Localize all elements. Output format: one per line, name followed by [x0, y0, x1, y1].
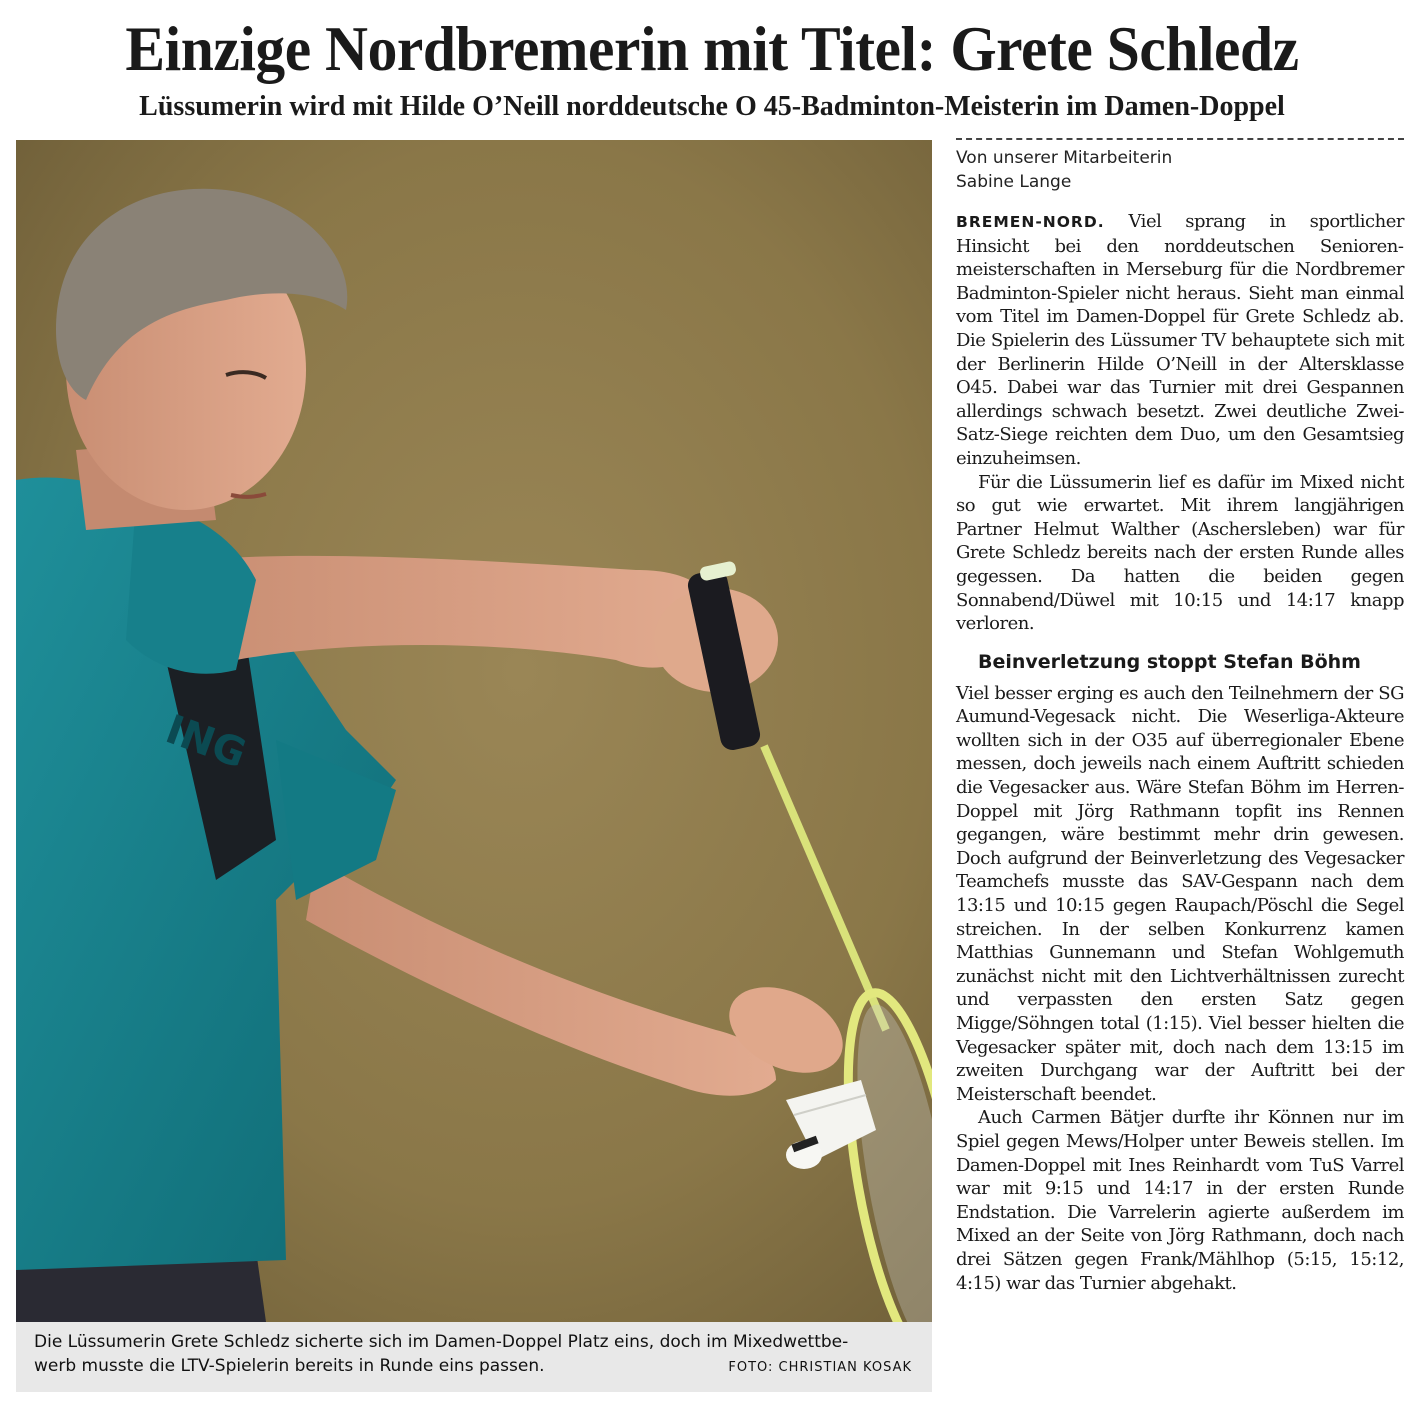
article-photo — [16, 140, 932, 1322]
subheadline: Lüssumerin wird mit Hilde O’Neill norddeutsche O 45-Badminton-Meisterin im Damen-Doppel — [139, 91, 1285, 122]
caption-line-2: werb musste die LTV-Spielerin bereits in Runde eins passen. — [34, 1356, 545, 1376]
dateline: BREMEN-NORD. — [956, 213, 1105, 231]
article-body — [956, 210, 1404, 1295]
article-subheading: Beinverletzung stoppt Stefan Böhm — [978, 650, 1361, 673]
shirt-lettering: ING — [159, 706, 252, 778]
paragraph-1-text: Viel sprang in sportlicher Hinsicht bei den norddeutschen Seniorenmeisterschaften in Merseburg für die Nordbremer Badminton-Spieler nicht heraus. Sieht man einmal vom Titel im Damen-Doppel für Grete Schledz ab. Die Spielerin des Lüssumer TV behauptete sich mit der Berlinerin Hilde O’Neill in der Altersklasse O45. Dabei war das Turnier mit drei Gespannen allerdings schwach besetzt. Zwei deutliche Zwei-Satz-Siege reichten dem Duo, um den Gesamtsieg einzuheimsen. — [956, 211, 1404, 469]
byline — [956, 146, 1404, 194]
photo-caption — [16, 1322, 932, 1392]
photo-illustration — [16, 140, 932, 1322]
byline-author: Sabine Lange — [956, 172, 1072, 192]
headline: Einzige Nordbremerin mit Titel: Grete Schledz — [125, 13, 1299, 84]
paragraph-1 — [956, 210, 1404, 471]
paragraph-3: Viel besser erging es auch den Teilnehmern der SG Aumund-Vegesack nicht. Die Weserliga-Akteure wollten sich in der O35 auf überregionaler Ebene messen, doch jeweils nach einem Auftritt schieden die Vegesacker aus. Wäre Stefan Böhm im Herren-Doppel mit Jörg Rathmann topfit ins Rennen gegangen, wäre bestimmt mehr drin gewesen. Doch aufgrund der Beinverletzung des Vegesacker Teamchefs musste das SAV-Gespann nach dem 13:15 und 10:15 gegen Raupach/Pöschl die Segel streichen. In der selben Konkurrenz kamen Matthias Gunnemann und Stefan Wohlgemuth zunächst nicht mit den Lichtverhältnissen zurecht und verpassten den ersten Satz gegen Migge/Söhngen total (1:15). Viel besser hielten die Vegesacker später mit, doch nach dem 13:15 im zweiten Durchgang war der Auftritt bei der Meisterschaft beendet. — [956, 682, 1404, 1105]
byline-line-1: Von unserer Mitarbeiterin — [956, 148, 1173, 168]
photo-credit: FOTO: CHRISTIAN KOSAK — [728, 1360, 912, 1375]
byline-divider — [956, 138, 1404, 140]
caption-line-1: Die Lüssumerin Grete Schledz sicherte sich im Damen-Doppel Platz eins, doch im Mixedwettbe- — [34, 1332, 849, 1352]
paragraph-4: Auch Carmen Bätjer durfte ihr Können nur im Spiel gegen Mews/Holper unter Beweis stellen. Im Damen-Doppel mit Ines Reinhardt vom TuS Varrel war mit 9:15 und 14:17 in der ersten Runde Endstation. Die Varrelerin agierte außerdem im Mixed an der Seite von Jörg Rathmann, doch nach drei Sätzen gegen Frank/Mählhop (5:15, 15:12, 4:15) war das Turnier abgehakt. — [956, 1107, 1404, 1294]
paragraph-2: Für die Lüssumerin lief es dafür im Mixed nicht so gut wie erwartet. Mit ihrem langjährigen Partner Helmut Walther (Aschersleben) war für Grete Schledz bereits nach der ersten Runde alles gegessen. Da hatten die beiden gegen Sonnabend/Düwel mit 10:15 und 14:17 knapp verloren. — [956, 471, 1404, 635]
